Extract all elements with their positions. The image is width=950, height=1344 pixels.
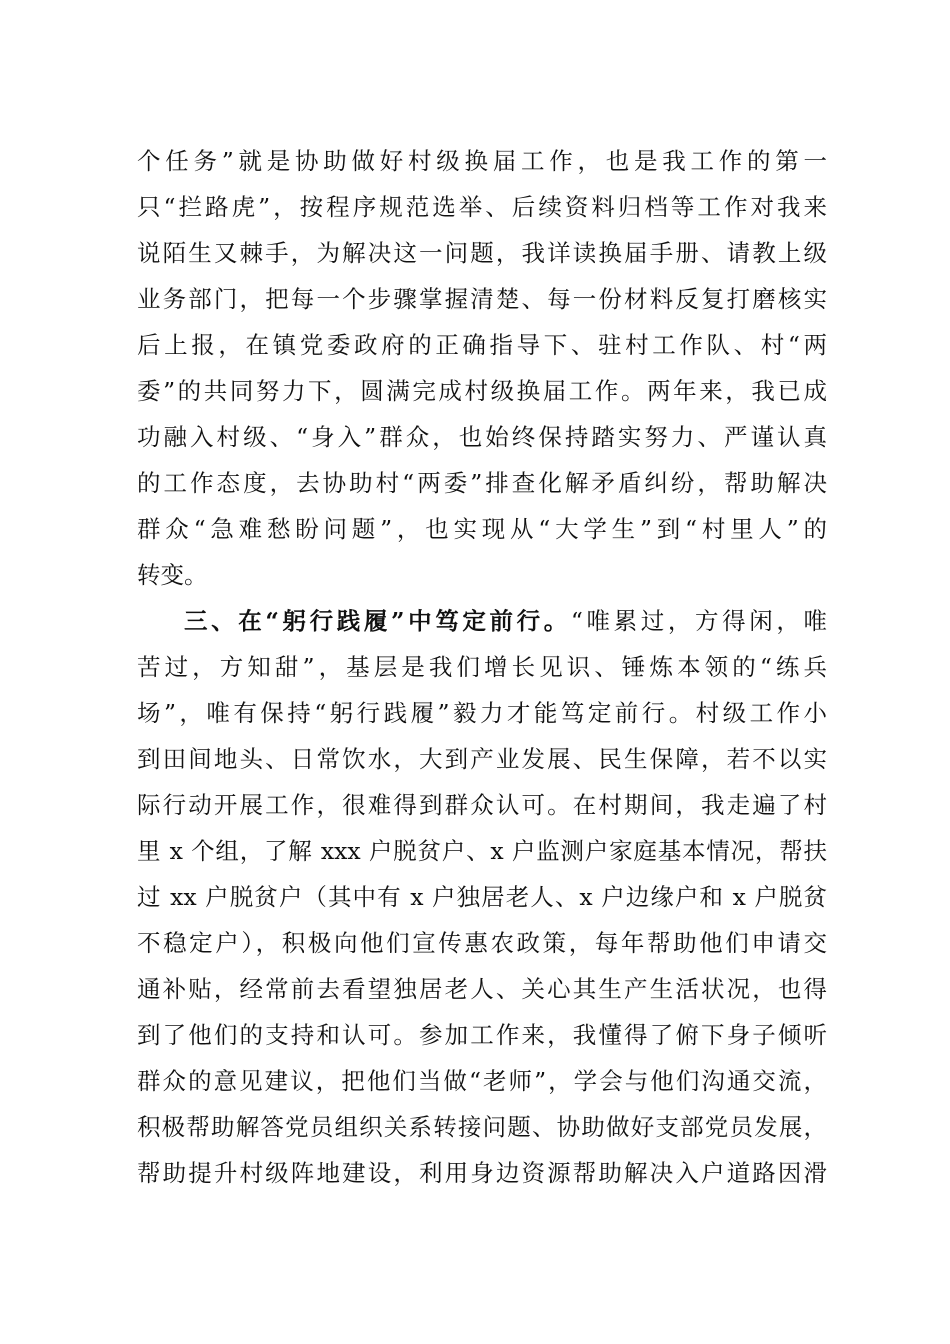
paragraph-2 xyxy=(137,598,827,1196)
section-heading: 三、在“躬行践履”中笃定前行。 xyxy=(184,607,571,635)
text-line: 的工作态度，去协助村“两委”排查化解矛盾纠纷，帮助解决 xyxy=(137,469,827,497)
paragraph-1 xyxy=(137,138,827,598)
text-line: 不稳定户），积极向他们宣传惠农政策，每年帮助他们申请交 xyxy=(137,929,827,957)
text-line: 场”，唯有保持“躬行践履”毅力才能笃定前行。村级工作小 xyxy=(137,699,827,727)
text-line: 到了他们的支持和认可。参加工作来，我懂得了俯下身子倾听 xyxy=(137,1021,827,1049)
text-line: 转变。 xyxy=(137,561,208,589)
text-line: 个任务”就是协助做好村级换届工作，也是我工作的第一 xyxy=(137,147,827,175)
text-line: 委”的共同努力下，圆满完成村级换届工作。两年来，我已成 xyxy=(137,377,827,405)
text-line: 说陌生又棘手，为解决这一问题，我详读换届手册、请教上级 xyxy=(137,239,827,267)
text-line: 功融入村级、“身入”群众，也始终保持踏实努力、严谨认真 xyxy=(137,423,827,451)
text-line: 到田间地头、日常饮水，大到产业发展、民生保障，若不以实 xyxy=(137,745,827,773)
text-line: 群众的意见建议，把他们当做“老师”，学会与他们沟通交流， xyxy=(137,1067,827,1095)
text-line: 里 x 个组，了解 xxx 户脱贫户、x 户监测户家庭基本情况，帮扶 xyxy=(137,837,827,865)
text-line: 业务部门，把每一个步骤掌握清楚、每一份材料反复打磨核实 xyxy=(137,285,827,313)
text-line: 际行动开展工作，很难得到群众认可。在村期间，我走遍了村 xyxy=(137,791,827,819)
body-text xyxy=(137,138,827,1196)
heading-line xyxy=(137,598,827,644)
text-line: 苦过，方知甜”，基层是我们增长见识、锤炼本领的“练兵 xyxy=(137,653,827,681)
text-line: 后上报，在镇党委政府的正确指导下、驻村工作队、村“两 xyxy=(137,331,827,359)
text-line: 过 xx 户脱贫户（其中有 x 户独居老人、x 户边缘户和 x 户脱贫 xyxy=(137,883,827,911)
text-line: 群众“急难愁盼问题”，也实现从“大学生”到“村里人”的 xyxy=(137,515,827,543)
text-line: 通补贴，经常前去看望独居老人、关心其生产生活状况，也得 xyxy=(137,975,827,1003)
text-line: 积极帮助解答党员组织关系转接问题、协助做好支部党员发展， xyxy=(137,1113,827,1141)
text-line: 只“拦路虎”，按程序规范选举、后续资料归档等工作对我来 xyxy=(137,193,827,221)
heading-line-rest: “唯累过，方得闲，唯 xyxy=(570,607,827,635)
text-line: 帮助提升村级阵地建设，利用身边资源帮助解决入户道路因滑 xyxy=(137,1159,827,1187)
